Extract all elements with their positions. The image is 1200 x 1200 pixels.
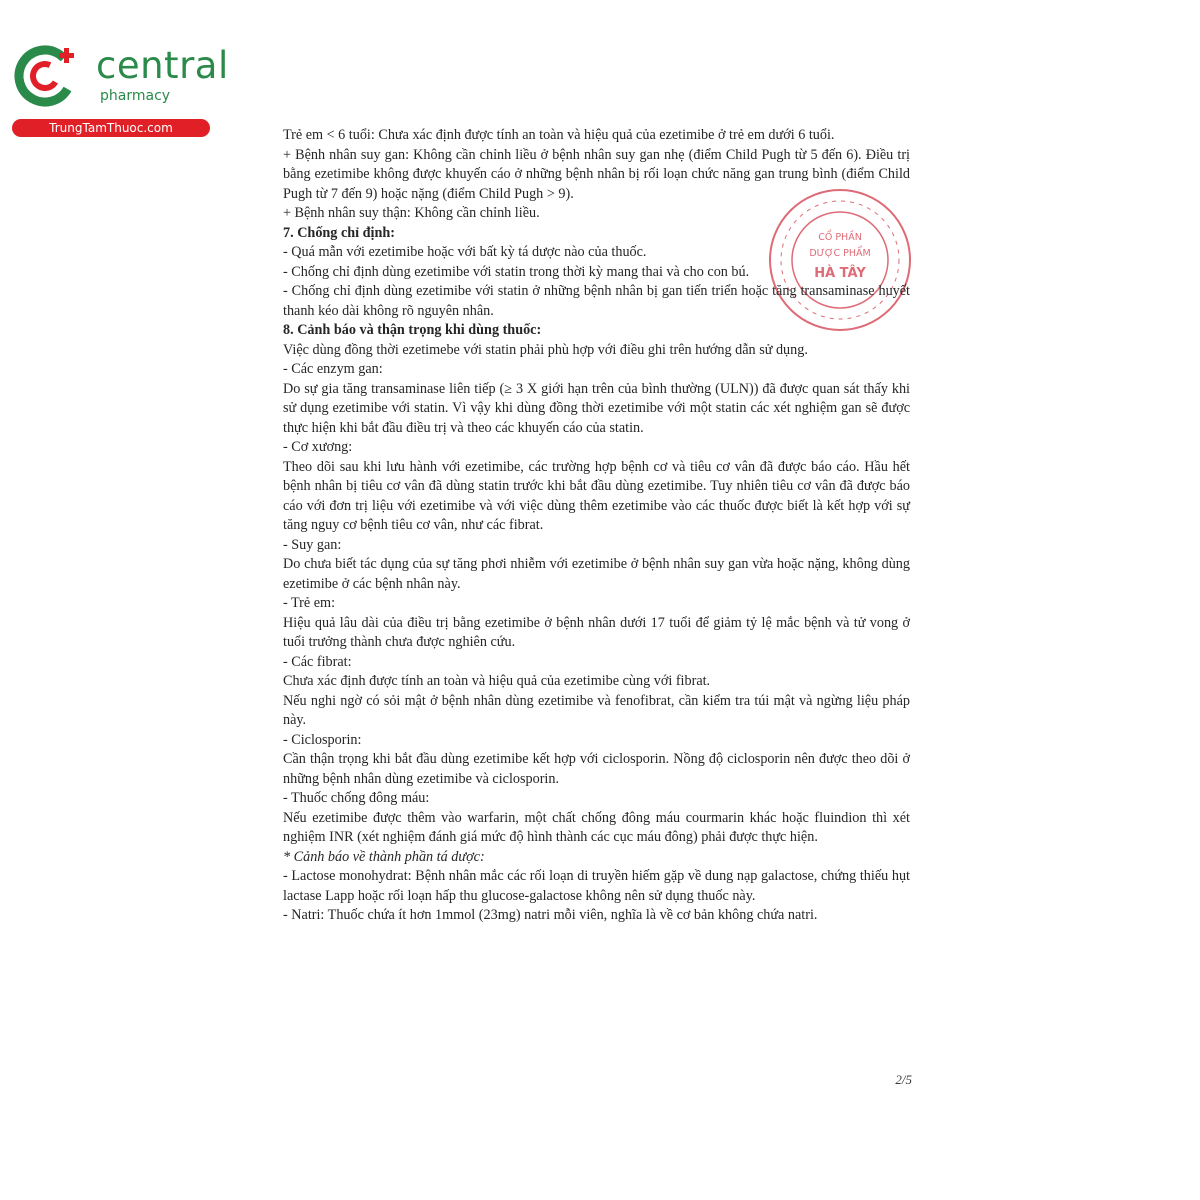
section-heading: 7. Chống chỉ định: bbox=[283, 224, 395, 241]
document-line: Nếu ezetimibe được thêm vào warfarin, một chất chống đông máu courmarin khác hoặc fluindion thì xét nghiệm INR (xét nghiệm đánh giá mức độ hình thành các cục máu đông) phải được thực hiện. bbox=[283, 809, 910, 845]
logo-site-badge: TrungTamThuoc.com bbox=[12, 119, 210, 137]
document-body bbox=[283, 126, 910, 926]
stamp-line-3: HÀ TÂY bbox=[814, 266, 866, 281]
document-line: - Chống chỉ định dùng ezetimibe với statin trong thời kỳ mang thai và cho con bú. bbox=[283, 263, 750, 280]
document-line: - Trẻ em: bbox=[283, 595, 336, 611]
pharmacy-logo[interactable] bbox=[10, 36, 229, 136]
section-heading: 8. Cảnh báo và thận trọng khi dùng thuốc: bbox=[283, 322, 542, 338]
document-line: Việc dùng đồng thời ezetimebe với statin phải phù hợp với điều ghi trên hướng dẫn sử dụng. bbox=[283, 341, 808, 358]
stamp-line-2: DƯỢC PHẨM bbox=[809, 248, 871, 259]
document-line: Theo dõi sau khi lưu hành với ezetimibe, các trường hợp bệnh cơ và tiêu cơ vân đã được báo cáo. Hầu hết bệnh nhân bị tiêu cơ vân đã dùng statin trước khi bắt đầu dùng ezetimibe. Tuy nhiên tiêu cơ vân đã được báo cáo với đơn trị liệu với ezetimibe và với việc dùng thêm ezetimibe vào các thuốc được biết là kết hợp với sự tăng nguy cơ bệnh tiêu cơ vân, như các fibrat. bbox=[283, 458, 910, 533]
document-line: * Cảnh báo về thành phần tá dược: bbox=[283, 848, 485, 865]
document-line: - Các fibrat: bbox=[283, 653, 352, 670]
central-pharmacy-logo-icon bbox=[12, 40, 82, 110]
document-line: Do sự gia tăng transaminase liên tiếp (≥ 3 X giới hạn trên của bình thường (ULN)) đã được quan sát thấy khi sử dụng ezetimibe với statin. Vì vậy khi dùng đồng thời ezetimibe với một statin các xét nghiệm gan sẽ được thực hiện khi bắt đầu điều trị và theo các khuyến cáo của statin. bbox=[283, 380, 910, 436]
document-line: - Natri: Thuốc chứa ít hơn 1mmol (23mg) natri mỗi viên, nghĩa là về cơ bản không chứa natri. bbox=[283, 907, 818, 923]
page-number: 2/5 bbox=[895, 1072, 912, 1087]
document-line: - Chống chỉ định dùng ezetimibe với statin ở những bệnh nhân bị gan tiến triển hoặc tăng transaminase huyết thanh kéo dài không rõ nguyên nhân. bbox=[283, 283, 910, 319]
logo-subtitle: pharmacy bbox=[100, 88, 171, 104]
document-line: - Lactose monohydrat: Bệnh nhân mắc các rối loạn di truyền hiếm gặp về dung nạp galactose, chứng thiếu hụt lactase Lapp hoặc rối loạn hấp thu glucose-galactose không nên sử dụng thuốc này. bbox=[283, 868, 910, 904]
document-line: - Quá mẫn với ezetimibe hoặc với bất kỳ tá dược nào của thuốc. bbox=[283, 244, 647, 260]
document-line: Hiệu quả lâu dài của điều trị bằng ezetimibe ở bệnh nhân dưới 17 tuổi để giảm tỷ lệ mắc bệnh và tử vong ở tuổi trưởng thành chưa được nghiên cứu. bbox=[283, 614, 910, 650]
document-line: Do chưa biết tác dụng của sự tăng phơi nhiễm với ezetimibe ở bệnh nhân suy gan vừa hoặc nặng, không dùng ezetimibe ở các bệnh nhân này. bbox=[283, 556, 910, 592]
document-line: Trẻ em < 6 tuổi: Chưa xác định được tính an toàn và hiệu quả của ezetimibe ở trẻ em dưới 6 tuổi. bbox=[283, 127, 835, 143]
document-line: - Suy gan: bbox=[283, 536, 342, 553]
document-line: + Bệnh nhân suy gan: Không cần chỉnh liều ở bệnh nhân suy gan nhẹ (điểm Child Pugh từ 5 đến 6). Điều trị bằng ezetimibe không được khuyến cáo ở những bệnh nhân bị rối loạn chức năng gan trung bình (điểm Child Pugh từ 7 đến 9) hoặc nặng (điểm Child Pugh > 9). bbox=[283, 146, 910, 202]
logo-brand-name: central bbox=[96, 44, 229, 87]
document-line: Chưa xác định được tính an toàn và hiệu quả của ezetimibe cùng với fibrat. bbox=[283, 673, 711, 689]
document-line: - Thuốc chống đông máu: bbox=[283, 790, 430, 806]
document-line: - Cơ xương: bbox=[283, 439, 353, 455]
stamp-line-1: CỔ PHẦN bbox=[818, 232, 862, 243]
document-line: Nếu nghi ngờ có sỏi mật ở bệnh nhân dùng ezetimibe và fenofibrat, cần kiểm tra túi mật và ngừng liệu pháp này. bbox=[283, 692, 910, 728]
document-line: Cần thận trọng khi bắt đầu dùng ezetimibe kết hợp với ciclosporin. Nồng độ ciclosporin nên được theo dõi ở những bệnh nhân dùng ezetimibe và ciclosporin. bbox=[283, 751, 910, 787]
document-line: + Bệnh nhân suy thận: Không cần chỉnh liều. bbox=[283, 205, 540, 221]
document-line: - Ciclosporin: bbox=[283, 731, 362, 748]
document-line: - Các enzym gan: bbox=[283, 361, 383, 377]
